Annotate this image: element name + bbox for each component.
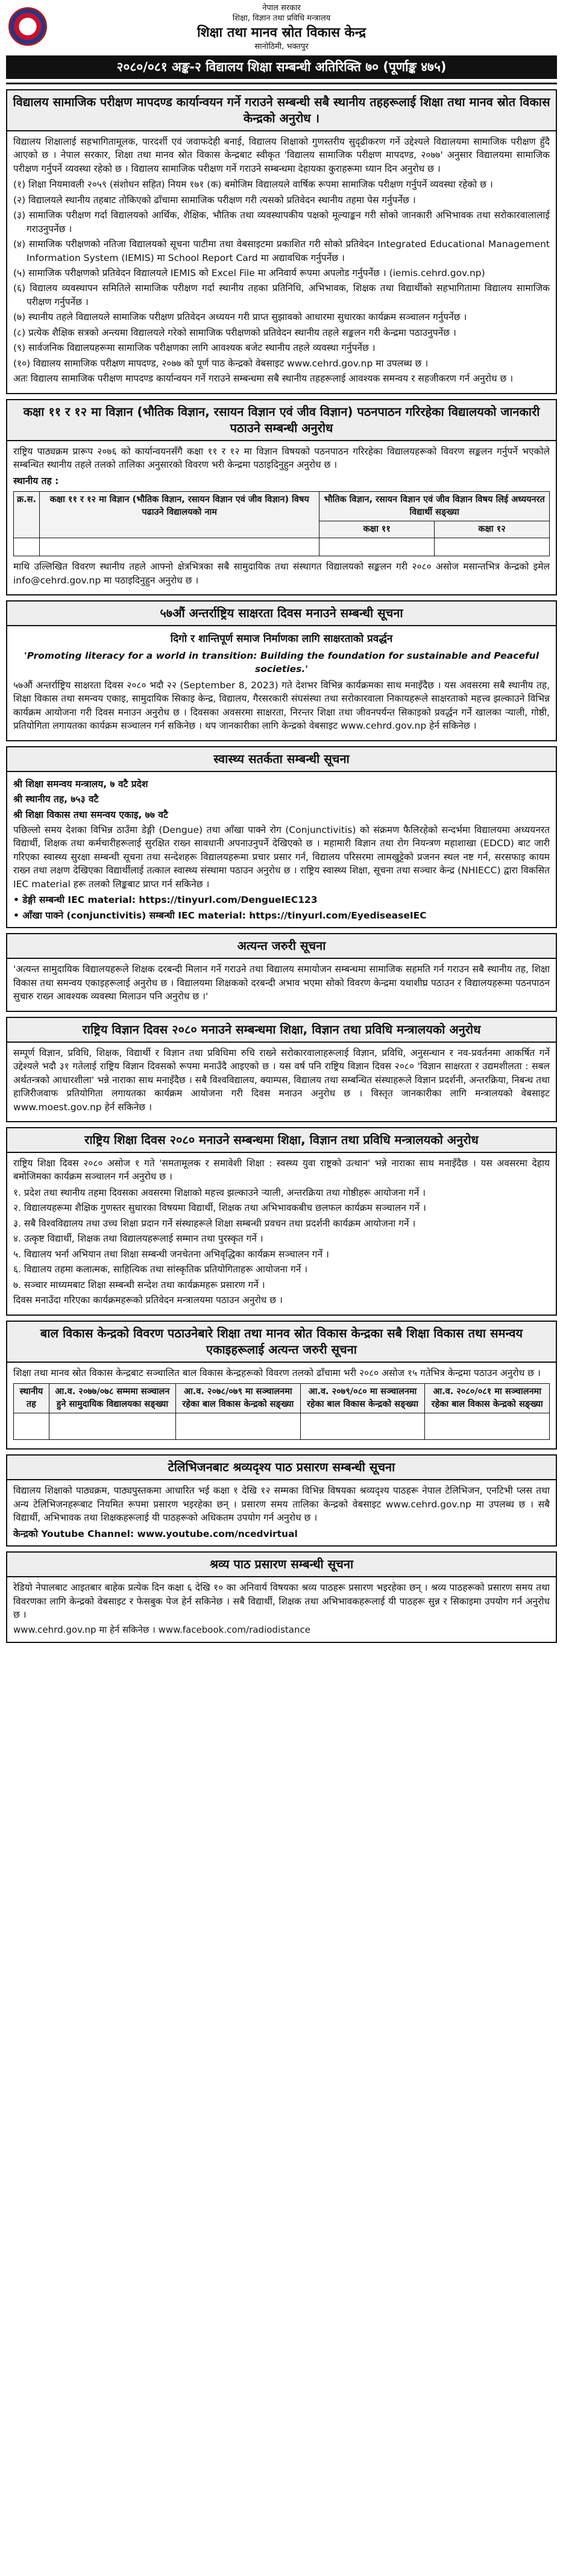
notice-child-dev-centres	[6, 1321, 557, 1450]
table-row	[14, 1413, 550, 1440]
recipient-line: श्री स्थानीय तह, ७५३ वटै	[13, 794, 99, 805]
list-item: (१) शिक्षा नियमावली २०५९ (संशोधन सहित) नियम १७१ (क) बमोजिम विद्यालयले वार्षिक रूपमा सामाजिक परीक्षण गर्नुपर्ने व्यवस्था रहेको छ ।	[13, 179, 493, 190]
organization-address: सानोठिमी, भक्तपुर	[254, 42, 309, 52]
notice-tv-lessons	[6, 1454, 557, 1547]
list-item: (३) सामाजिक परीक्षण गर्दा विद्यालयको आर्थिक, शैक्षिक, भौतिक तथा व्यवस्थापकीय पक्षको मूल्याङ्कन गरी सोको जानकारी अभिभावक तथा सरोकारवालालाई गराउनुपर्नेछ ।	[13, 210, 550, 234]
list-item: (१०) विद्यालय सामाजिक परीक्षण मापदण्ड, २०७७ को पूर्ण पाठ केन्द्रको वेबसाइट www.cehrd.gov.np मा उपलब्ध छ ।	[13, 357, 429, 369]
list-item: (७) स्थानीय तहले विद्यालयले सामाजिक परीक्षण प्रतिवेदन अध्ययन गरी प्राप्त सुझावको आधारमा सुधारका कार्यक्रम सञ्चालन गर्नुपर्नेछ ।	[13, 312, 467, 323]
youtube-channel-link[interactable]: केन्द्रको Youtube Channel: www.youtube.com/ncedvirtual	[13, 1528, 298, 1539]
notice-body: रेडियो नेपालबाट आइतबार बाहेक प्रत्येक दिन कक्षा ६ देखि १० का अनिवार्य विषयका श्रव्य पाठहरू प्रसारण भइरहेका छन् । श्रव्य पाठहरूको प्रसारण समय तथा विवरणका लागि केन्द्रको वेबसाइट र फेसबुक पेज हेर्न सकिनेछ । सबै विद्यार्थी, शिक्षक तथा अभिभावकहरूलाई यी पाठहरू सुन्न र सिकाइमा उपयोग गर्न अनुरोध छ ।	[13, 1582, 550, 1620]
notice-title: विद्यालय सामाजिक परीक्षण मापदण्ड कार्यान्वयन गर्ने गराउने सम्बन्धी सबै स्थानीय तहहरूलाई शिक्षा तथा मानव स्रोत विकास केन्द्रको अनुरोध ।	[7, 90, 556, 131]
table-row	[14, 538, 550, 556]
table-header: आ.व. २०७९/०८० मा सञ्चालनमा रहेका बाल विकास केन्द्रको सङ्ख्या	[300, 1384, 425, 1413]
recipient-line: श्री शिक्षा विकास तथा समन्वय एकाइ, ७७ वटै	[13, 809, 168, 820]
notice-intro: शिक्षा तथा मानव स्रोत विकास केन्द्रबाट सञ्चालित बाल विकास केन्द्रहरूको विवरण तलको ढाँचामा भरी २०८० असोज १५ गतेभित्र केन्द्रमा पठाउन अनुरोध छ ।	[13, 1367, 541, 1378]
list-item: (४) सामाजिक परीक्षणको नतिजा विद्यालयको सूचना पाटीमा तथा वेबसाइटमा प्रकाशित गरी सोको प्रतिवेदन Integrated Educational Management Information System (IEMIS) मा School Report Card मा अद्यावधिक गर्नुपर्नेछ ।	[13, 239, 550, 263]
notice-title: राष्ट्रिय विज्ञान दिवस २०८० मनाउने सम्बन्धमा शिक्षा, विज्ञान तथा प्रविधि मन्त्रालयको अनुरोध	[7, 1018, 556, 1043]
government-emblem-icon	[8, 7, 47, 46]
dengue-iec-link[interactable]: • डेङ्गी सम्बन्धी IEC material: https://tinyurl.com/DengueIEC123	[13, 894, 318, 906]
contact-links[interactable]: www.cehrd.gov.np मा हेर्न सकिनेछ । www.facebook.com/radiodistance	[13, 1624, 310, 1636]
table-header: भौतिक विज्ञान, रसायन विज्ञान एवं जीव विज्ञान विषय लिई अध्ययनरत विद्यार्थी सङ्ख्या	[319, 492, 550, 521]
notice-body: ५७औं अन्तर्राष्ट्रिय साक्षरता दिवस २०८० भदौ २२ (September 8, 2023) गते देशभर विभिन्न कार्यक्रमका साथ मनाइँदैछ । यस अवसरमा सबै स्थानीय तह, शिक्षा विकास तथा समन्वय एकाइ, सामुदायिक सिकाइ केन्द्र, विद्यालय, गैरसरकारी संघसंस्था तथा सरोकारवाला निकायहरूले साक्षरताको महत्त्व झल्काउने विभिन्न कार्यक्रम आयोजना गरी दिवस मनाउन अनुरोध छ । दिवसका अवसरमा साक्षरता, निरन्तर शिक्षा तथा जीवनपर्यन्त सिकाइको प्रवर्द्धन गर्ने खालका र्‍याली, गोष्ठी, प्रतियोगिता लगायतका कार्यक्रम सञ्चालन गर्न सकिनेछ । थप जानकारीका लागि केन्द्रको वेबसाइट www.cehrd.gov.np हेर्न सकिनेछ ।	[13, 679, 550, 732]
table-header: क्र.स.	[14, 492, 40, 538]
table-header: आ.व. २०८०/०८१ मा सञ्चालनमा रहेका बाल विकास केन्द्रको सङ्ख्या	[425, 1384, 550, 1413]
list-item: (६) विद्यालय व्यवस्थापन समितिले सामाजिक परीक्षण गर्दा स्थानीय तहका प्रतिनिधि, अभिभावक, शिक्षक तथा विद्यार्थीको सहभागितामा विद्यालय सामाजिक परीक्षण गर्नुपर्नेछ ।	[13, 283, 550, 307]
table-header: स्थानीय तह	[14, 1384, 49, 1413]
notice-closing: अतः विद्यालय सामाजिक परीक्षण मापदण्ड कार्यान्वयन गर्ने गराउने सम्बन्धमा सबै स्थानीय तहहरूलाई आवश्यक समन्वय र सहजीकरण गर्न अनुरोध छ ।	[13, 373, 514, 385]
list-item: (२) विद्यालयले स्थानीय तहबाट तोकिएको ढाँचामा सामाजिक परीक्षण गरी त्यसको प्रतिवेदन स्थानीय तहमा पेस गर्नुपर्नेछ ।	[13, 194, 416, 206]
notice-title: कक्षा ११ र १२ मा विज्ञान (भौतिक विज्ञान, रसायन विज्ञान एवं जीव विज्ञान) पठनपाठन गरिरहेका विद्यालयको जानकारी पठाउने सम्बन्धी अनुरोध	[7, 400, 556, 441]
list-item: (८) प्रत्येक शैक्षिक सत्रको अन्त्यमा विद्यालयले गरेको सामाजिक परीक्षणको प्रतिवेदन स्थानीय तहले सङ्कलन गरी केन्द्रमा पठाउनुपर्नेछ ।	[13, 327, 456, 338]
notice-science-day	[6, 1017, 557, 1122]
science-schools-table	[13, 491, 550, 556]
list-item: ६. विद्यालय तहमा कलात्मक, साहित्यिक तथा सांस्कृतिक प्रतियोगिताहरू आयोजना गर्ने ।	[13, 1264, 308, 1275]
notice-science-schools	[6, 399, 557, 595]
notice-note: माथि उल्लिखित विवरण स्थानीय तहले आफ्नो क्षेत्रभित्रका सबै सामुदायिक तथा संस्थागत विद्यालयको सङ्कलन गरी २०८० असोज मसान्तभित्र केन्द्रको इमेल info@cehrd.gov.np मा पठाइदिनुहुन अनुरोध छ ।	[13, 561, 550, 586]
table-header: कक्षा ११	[319, 521, 435, 538]
government-line: नेपाल सरकार	[262, 4, 301, 13]
notice-audio-lessons	[6, 1551, 557, 1643]
notice-body: सम्पूर्ण विज्ञान, प्रविधि, शिक्षक, विद्यार्थी र विज्ञान तथा प्रविधिमा रुचि राख्ने सरोकारवालाहरूलाई विज्ञान, प्रविधि, अनुसन्धान र नव-प्रवर्तनमा आकर्षित गर्ने उद्देश्यले भदौ ३१ गतेलाई राष्ट्रिय विज्ञान दिवसको रूपमा मनाउँदै आइएको छ । यस वर्ष पनि राष्ट्रिय विज्ञान दिवस २०८० 'विज्ञान साक्षरता र उद्यमशीलता : सबल अर्थतन्त्रको आधारशीला' भन्ने नाराका साथ मनाइँदैछ । सबै विश्वविद्यालय, क्याम्पस, विद्यालय तथा सम्बन्धित संस्थाहरूले विज्ञान प्रदर्शनी, अन्तरक्रिया, निबन्ध तथा हाजिरीजवाफ प्रतियोगिता लगायतका कार्यक्रम आयोजना गरी दिवस मनाउन अनुरोध छ । विस्तृत जानकारीका लागि मन्त्रालयको वेबसाइट www.moest.gov.np हेर्न सकिनेछ ।	[13, 1047, 550, 1113]
list-item: (५) सामाजिक परीक्षणको प्रतिवेदन विद्यालयले IEMIS को Excel File मा अनिवार्य रूपमा अपलोड गर्नुपर्नेछ । (iemis.cehrd.gov.np)	[13, 267, 485, 278]
ministry-line: शिक्षा, विज्ञान तथा प्रविधि मन्त्रालय	[232, 13, 331, 23]
notice-intro: राष्ट्रिय शिक्षा दिवस २०८० असोज १ गते 'समतामूलक र समावेशी शिक्षा : स्वस्थ्य युवा राष्ट्रको उत्थान' भन्ने नाराका साथ मनाइँदैछ । यस अवसरमा देहाय बमोजिमका कार्यक्रम सञ्चालन गर्न अनुरोध छ ।	[13, 1158, 550, 1183]
list-item: ३. सबै विश्वविद्यालय तथा उच्च शिक्षा प्रदान गर्ने संस्थाहरूले शिक्षा सम्बन्धी प्रवचन तथा प्रदर्शनी कार्यक्रम आयोजना गर्ने ।	[13, 1217, 416, 1229]
notice-title: अत्यन्त जरुरी सूचना	[7, 934, 556, 959]
notice-title: स्वास्थ्य सतर्कता सम्बन्धी सूचना	[7, 747, 556, 772]
notice-intro: राष्ट्रिय पाठ्यक्रम प्रारूप २०७६ को कार्यान्वयनसँगै कक्षा ११ र १२ मा विज्ञान विषयको पठनपाठन गरिरहेका विद्यालयहरूको विवरण सङ्कलन गर्नुपर्ने भएकोले सम्बन्धित स्थानीय तहले तलको तालिका अनुसारको विवरण भरी केन्द्रमा पठाइदिनुहुन अनुरोध छ ।	[13, 445, 550, 471]
notice-social-audit	[6, 89, 557, 394]
list-item: (९) सार्वजनिक विद्यालयहरूमा सामाजिक परीक्षणका लागि आवश्यक बजेट स्थानीय तहले व्यवस्था गर्नुपर्नेछ ।	[13, 342, 376, 354]
notice-health-alert	[6, 746, 557, 929]
table-header: कक्षा १२	[435, 521, 550, 538]
conjunctivitis-iec-link[interactable]: • आँखा पाक्ने (conjunctivitis) सम्बन्धी IEC material: https://tinyurl.com/EyediseaseIEC	[13, 909, 427, 921]
literacy-theme-quote: 'Promoting literacy for a world in transition: Building the foundation for sustainable and Peaceful societies.'	[24, 650, 539, 675]
notice-closing: दिवस मनाउँदा गरिएका कार्यक्रमहरूको प्रतिवेदन मन्त्रालयमा पठाउन अनुरोध छ ।	[13, 1295, 283, 1306]
table-header: आ.व. २०७७/०७८ सम्ममा सञ्चालन हुने सामुदायिक विद्यालयका सङ्ख्या	[49, 1384, 175, 1413]
notice-title: राष्ट्रिय शिक्षा दिवस २०८० मनाउने सम्बन्धमा शिक्षा, विज्ञान तथा प्रविधि मन्त्रालयको अनुरोध	[7, 1128, 556, 1153]
notice-literacy-day	[6, 600, 557, 741]
notice-education-day	[6, 1127, 557, 1316]
local-level-label: स्थानीय तह :	[13, 475, 59, 486]
notice-title: टेलिभिजनबाट श्रव्यदृश्य पाठ प्रसारण सम्बन्धी सूचना	[7, 1456, 556, 1480]
child-dev-table	[13, 1383, 550, 1440]
list-item: ४. उत्कृष्ट विद्यार्थी, शिक्षक तथा विद्यालयहरूलाई सम्मान तथा पुरस्कृत गर्ने ।	[13, 1233, 263, 1245]
issue-banner: २०८०/०८१ अङ्क-२ विद्यालय शिक्षा सम्बन्धी अतिरिक्ति ७० (पूर्णाङ्क ४७५)	[6, 55, 557, 78]
notice-intro: विद्यालय शिक्षालाई सहभागितामूलक, पारदर्शी एवं जवाफदेही बनाई, विद्यालय शिक्षाको गुणस्तरीय सुदृढीकरण गर्ने उद्देश्यले विद्यालयमा सामाजिक परीक्षण हुँदै आएको छ । नेपाल सरकार, शिक्षा तथा मानव स्रोत विकास केन्द्रबाट स्वीकृत 'विद्यालय सामाजिक परीक्षण मापदण्ड, २०७७' अनुसार विद्यालयमा सामाजिक परीक्षण गर्नुपर्ने व्यवस्था रहेको छ । विद्यालय सामाजिक परीक्षण गर्ने गराउने सम्बन्धमा देहायका कुराहरूमा ध्यान दिन अनुरोध छ ।	[13, 136, 550, 174]
notice-title: श्रव्य पाठ प्रसारण सम्बन्धी सूचना	[7, 1553, 556, 1577]
list-item: ५. विद्यालय भर्ना अभियान तथा शिक्षा सम्बन्धी जनचेतना अभिवृद्धिका कार्यक्रम सञ्चालन गर्ने ।	[13, 1248, 329, 1260]
organization-name: शिक्षा तथा मानव स्रोत विकास केन्द्र	[197, 25, 366, 40]
notice-body: पछिल्लो समय देशका विभिन्न ठाउँमा डेङ्गी (Dengue) तथा आँखा पाक्ने रोग (Conjunctivitis) को संक्रमण फैलिरहेको सन्दर्भमा विद्यालयमा अध्ययनरत विद्यार्थी, शिक्षक तथा कर्मचारीहरूलाई सुरक्षित राख्न सावधानी अपनाउनुपर्ने देखिएको छ । महामारी विज्ञान तथा रोग नियन्त्रण महाशाखा (EDCD) बाट जारी गरिएका स्वास्थ्य सुरक्षा सम्बन्धी सूचना तथा सन्देशहरू विद्यालयहरूमा प्रचार प्रसार गर्न, विद्यालय परिसरमा लामखुट्टेको प्रजनन स्थल नष्ट गर्न, सरसफाइ कायम राख्न तथा लक्षण देखिएका विद्यार्थीलाई तत्काल स्वास्थ्य संस्थामा पठाउन अनुरोध छ । राष्ट्रिय स्वास्थ्य शिक्षा, सूचना तथा सञ्चार केन्द्र (NHIECC) द्वारा विकसित IEC material हरू तलको लिङ्कबाट प्राप्त गर्न सकिनेछ ।	[13, 824, 550, 890]
recipient-line: श्री शिक्षा समन्वय मन्त्रालय, ७ वटै प्रदेश	[13, 778, 148, 790]
notice-title: बाल विकास केन्द्रको विवरण पठाउनेबारे शिक्षा तथा मानव स्रोत विकास केन्द्रका सबै शिक्षा विकास तथा समन्वय एकाइहरूलाई अत्यन्त जरुरी सूचना	[7, 1322, 556, 1363]
notice-body: 'अत्यन्त सामुदायिक विद्यालयहरूले शिक्षक दरबन्दी मिलान गर्ने गराउने तथा विद्यालय समायोजन सम्बन्धमा सामाजिक सहमति गर्न गराउन सबै स्थानीय तह, शिक्षा विकास तथा समन्वय एकाइहरूलाई अनुरोध छ । विद्यालयमा शिक्षकको दरबन्दी अभाव भएमा सोको विवरण केन्द्रमा यथाशीघ्र पठाउन र विद्यालयहरूमा पठनपाठन सुचारु राख्न आवश्यक व्यवस्था मिलाउन पनि अनुरोध छ ।'	[13, 964, 550, 1002]
list-item: १. प्रदेश तथा स्थानीय तहमा दिवसका अवसरमा शिक्षाको महत्त्व झल्काउने र्‍याली, अन्तरक्रिया तथा गोष्ठीहरू आयोजना गर्ने ।	[13, 1187, 426, 1198]
notice-body: विद्यालय शिक्षाको पाठ्यक्रम, पाठ्यपुस्तकमा आधारित भई कक्षा १ देखि १२ सम्मका विभिन्न विषयका श्रव्यदृश्य पाठहरू नेपाल टेलिभिजन, एनटिभी प्लस तथा अन्य टेलिभिजनहरूबाट नियमित रूपमा प्रसारण भइरहेका छन् । प्रसारण समय तालिका केन्द्रको वेबसाइट www.cehrd.gov.np मा उपलब्ध छ । सबै विद्यार्थी, अभिभावक तथा शिक्षकहरूलाई यी पाठहरूको अधिकतम उपयोग गर्न अनुरोध छ ।	[13, 1485, 550, 1524]
list-item: ७. सञ्चार माध्यमबाट शिक्षा सम्बन्धी सन्देश तथा कार्यक्रमहरू प्रसारण गर्ने ।	[13, 1279, 265, 1290]
notice-subtitle: दिगो र शान्तिपूर्ण समाज निर्माणका लागि साक्षरताको प्रवर्द्धन	[170, 633, 393, 646]
table-header: आ.व. २०७८/०७९ मा सञ्चालनमा रहेका बाल विकास केन्द्रको सङ्ख्या	[176, 1384, 301, 1413]
masthead	[6, 4, 557, 84]
list-item: २. विद्यालयहरूमा शैक्षिक गुणस्तर सुधारका विषयमा विद्यार्थी, शिक्षक तथा अभिभावकबीच छलफल कार्यक्रम सञ्चालन गर्ने ।	[13, 1202, 426, 1214]
table-header: कक्षा ११ र १२ मा विज्ञान (भौतिक विज्ञान, रसायन विज्ञान एवं जीव विज्ञान) विषय पढाउने विद्यालयको नाम	[39, 492, 319, 538]
notice-urgent	[6, 933, 557, 1011]
notice-title: ५७औं अन्तर्राष्ट्रिय साक्षरता दिवस मनाउने सम्बन्धी सूचना	[7, 602, 556, 626]
